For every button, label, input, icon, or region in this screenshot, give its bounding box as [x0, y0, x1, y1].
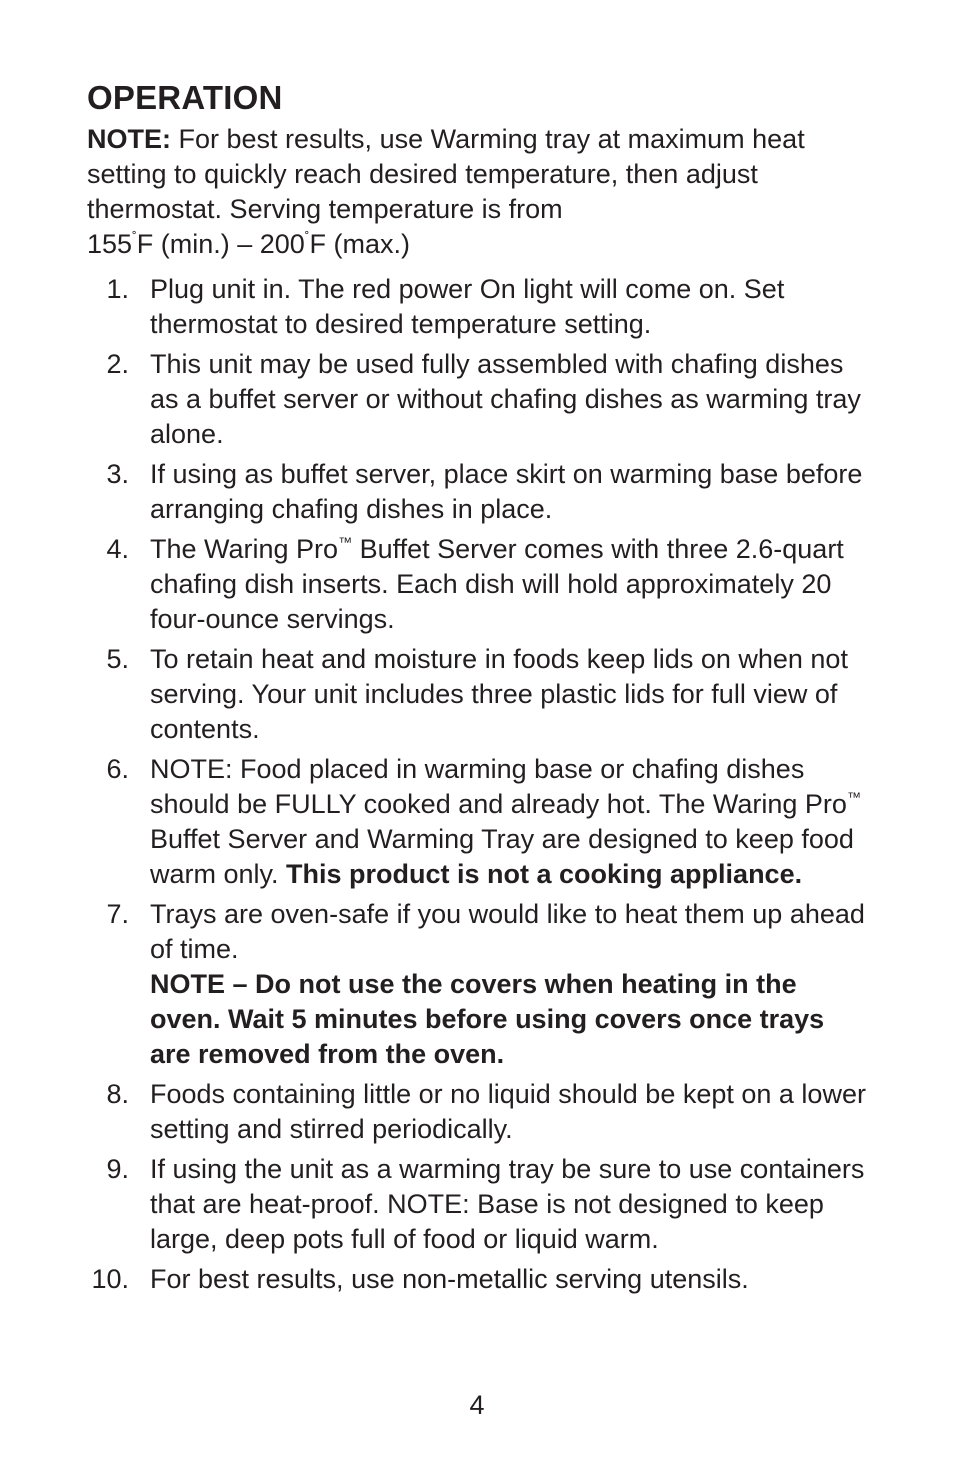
list-item — [87, 642, 867, 747]
step-warning: This product is not a cooking appliance. — [286, 859, 803, 889]
page-number: 4 — [469, 1390, 485, 1420]
list-item — [87, 897, 867, 1072]
step-text: For best results, use non-metallic serving utensils. — [150, 1264, 749, 1294]
temp-max-text: F (max.) — [309, 229, 410, 259]
list-item — [87, 1077, 867, 1147]
list-item — [87, 1262, 867, 1297]
list-item — [87, 1152, 867, 1257]
step-text: NOTE: Food placed in warming base or chafing dishes should be FULLY cooked and already hot. The Waring Pro — [150, 754, 847, 819]
step-number: 6. — [106, 754, 129, 784]
step-text: To retain heat and moisture in foods keep lids on when not serving. Your unit includes three plastic lids for full view of contents. — [150, 644, 848, 744]
degree-symbol: ˚ — [132, 229, 137, 245]
step-number: 1. — [106, 274, 129, 304]
step-text: This unit may be used fully assembled with chafing dishes as a buffet server or without chafing dishes as warming tray alone. — [150, 349, 861, 449]
step-number: 5. — [106, 644, 129, 674]
degree-symbol: ˚ — [304, 229, 310, 245]
trademark-symbol: ™ — [338, 534, 353, 550]
step-number: 2. — [106, 349, 129, 379]
step-text: The Waring Pro — [150, 534, 339, 564]
step-text: If using the unit as a warming tray be sure to use containers that are heat-proof. NOTE: Base is not designed to keep large, deep pots full of food or liquid warm. — [150, 1154, 865, 1254]
temperature-range — [87, 227, 817, 262]
step-text: If using as buffet server, place skirt on warming base before arranging chafing dishes in place. — [150, 459, 863, 524]
list-item — [87, 532, 867, 637]
step-number: 4. — [106, 534, 129, 564]
step-number: 8. — [106, 1079, 129, 1109]
temp-min-value: 155 — [87, 229, 133, 259]
step-text: Buffet Server and Warming Tray are designed to keep food warm only. — [150, 824, 854, 889]
list-item — [87, 752, 867, 892]
list-item — [87, 457, 867, 527]
operation-note — [87, 122, 817, 262]
temp-range-text: F (min.) – 200 — [136, 229, 305, 259]
step-text: Plug unit in. The red power On light will come on. Set thermostat to desired temperature setting. — [150, 274, 785, 339]
step-number: 9. — [106, 1154, 129, 1184]
step-text: Foods containing little or no liquid should be kept on a lower setting and stirred periodically. — [150, 1079, 866, 1144]
operation-steps — [87, 272, 867, 1302]
trademark-symbol: ™ — [846, 789, 861, 805]
note-text: For best results, use Warming tray at maximum heat setting to quickly reach desired temperature, then adjust thermostat. Serving temperature is from — [87, 124, 805, 224]
step-number: 7. — [106, 899, 129, 929]
step-number: 10. — [91, 1264, 129, 1294]
step-text: Buffet Server comes with three 2.6-quart chafing dish inserts. Each dish will hold approximately 20 four-ounce servings. — [150, 534, 844, 634]
list-item — [87, 272, 867, 342]
step-warning: NOTE – Do not use the covers when heating in the oven. Wait 5 minutes before using covers once trays are removed from the oven. — [150, 969, 825, 1069]
step-number: 3. — [106, 459, 129, 489]
section-heading: OPERATION — [87, 79, 283, 116]
note-label: NOTE: — [87, 124, 171, 154]
step-text: Trays are oven-safe if you would like to heat them up ahead of time. — [150, 899, 865, 964]
list-item — [87, 347, 867, 452]
